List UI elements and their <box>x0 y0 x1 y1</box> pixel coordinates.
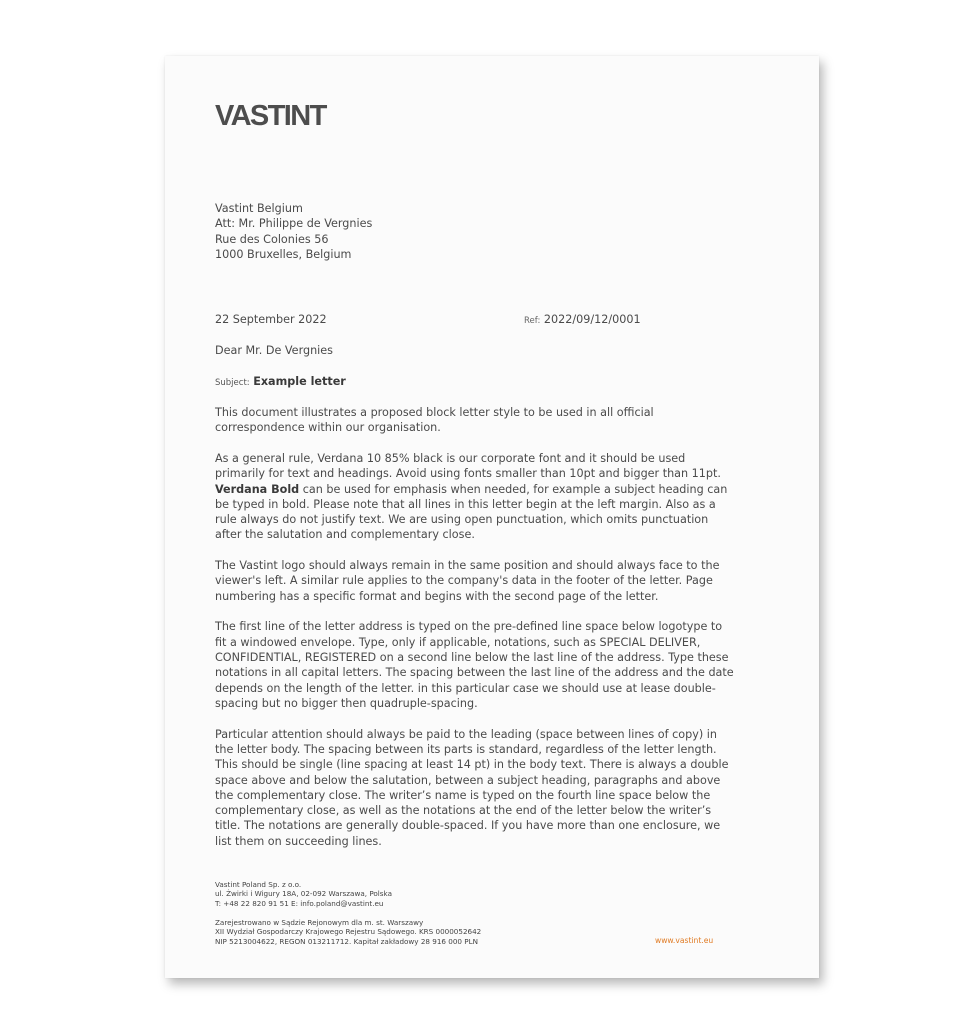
footer-line: T: +48 22 820 91 51 E: info.poland@vastint.eu <box>215 898 384 908</box>
body-line: list them on succeeding lines. <box>215 834 382 848</box>
reference <box>524 312 641 329</box>
body-line: after the salutation and complementary close. <box>215 528 475 542</box>
address-line: Rue des Colonies 56 <box>215 232 329 246</box>
subject-line <box>215 374 346 391</box>
address-line: 1000 Bruxelles, Belgium <box>215 248 352 262</box>
footer-line: ul. Żwirki i Wigury 18A, 02-092 Warszawa, Polska <box>215 889 392 899</box>
footer-line: NIP 5213004622, REGON 013211712. Kapitał zakładowy 28 916 000 PLN <box>215 936 478 946</box>
body-line: numbering has a specific format and begins with the second page of the letter. <box>215 589 659 603</box>
body-line: This should be single (line spacing at least 14 pt) in the body text. There is always a double <box>215 758 729 772</box>
body-paragraph <box>215 619 745 711</box>
body-line <box>215 482 745 497</box>
body-paragraph <box>215 727 745 849</box>
company-logo: VASTINT <box>215 100 326 132</box>
body-line: This document illustrates a proposed block letter style to be used in all official <box>215 406 654 419</box>
body-line: space above and below the salutation, between a subject heading, paragraphs and above <box>215 773 721 787</box>
footer-line: Vastint Poland Sp. z o.o. <box>215 880 302 889</box>
body-paragraph <box>215 451 745 543</box>
body-line: As a general rule, Verdana 10 85% black is our corporate font and it should be used <box>215 451 686 465</box>
body-line: fit a windowed envelope. Type, only if applicable, notations, such as SPECIAL DELIVER, <box>215 635 701 649</box>
body-line: be typed in bold. Please note that all lines in this letter begin at the left margin. Also as a <box>215 497 716 511</box>
body-line: The Vastint logo should always remain in the same position and should always face to the <box>215 559 720 573</box>
body-line: The first line of the letter address is typed on the pre-defined line space below logotype to <box>215 620 723 634</box>
body-text: can be used for emphasis when needed, for example a subject heading can <box>299 482 728 496</box>
reference-label: Ref: <box>524 316 541 326</box>
body-line: depends on the length of the letter. in this particular case we should use at lease double- <box>215 681 716 695</box>
body-line: the letter body. The spacing between its parts is standard, regardless of the letter length. <box>215 742 717 756</box>
body-line: CONFIDENTIAL, REGISTERED on a second line below the last line of the address. Type these <box>215 651 729 665</box>
address-line: Vastint Belgium <box>215 202 303 215</box>
body-line: the complementary close. The writer’s name is typed on the fourth line space below the <box>215 788 711 802</box>
footer-spacer <box>215 908 481 918</box>
address-line: Att: Mr. Philippe de Vergnies <box>215 217 373 231</box>
emphasis-text: Verdana Bold <box>215 482 300 496</box>
body-line: complementary close, as well as the notations at the end of the letter below the writer’s <box>215 804 712 818</box>
salutation: Dear Mr. De Vergnies <box>215 344 333 357</box>
body-line: title. The notations are generally double-spaced. If you have more than one enclosure, we <box>215 819 721 833</box>
body-line: Particular attention should always be paid to the leading (space between lines of copy) in <box>215 727 717 741</box>
body-line: primarily for text and headings. Avoid using fonts smaller than 10pt and bigger than 11pt. <box>215 467 721 481</box>
letter-body <box>215 405 745 864</box>
body-paragraph <box>215 558 745 604</box>
footer-line: Zarejestrowano w Sądzie Rejonowym dla m. st. Warszawy <box>215 917 424 927</box>
body-line: notations in all capital letters. The spacing between the last line of the address and the date <box>215 666 734 680</box>
letter-date: 22 September 2022 <box>215 313 327 326</box>
subject-text: Example letter <box>253 375 346 388</box>
company-footer <box>215 880 481 946</box>
body-line: spacing but no bigger then quadruple-spacing. <box>215 696 478 710</box>
recipient-address <box>215 201 372 263</box>
body-line: rule always do not justify text. We are using open punctuation, which omits punctuation <box>215 513 709 527</box>
website-link[interactable]: www.vastint.eu <box>655 936 714 945</box>
subject-label: Subject: <box>215 378 250 388</box>
footer-line: XII Wydział Gospodarczy Krajowego Rejestru Sądowego. KRS 0000052642 <box>215 927 482 937</box>
body-paragraph <box>215 405 745 436</box>
reference-value: 2022/09/12/0001 <box>543 313 641 326</box>
body-line: viewer's left. A similar rule applies to the company's data in the footer of the letter. Page <box>215 574 713 588</box>
body-line: correspondence within our organisation. <box>215 421 441 435</box>
letter-page <box>165 56 819 978</box>
